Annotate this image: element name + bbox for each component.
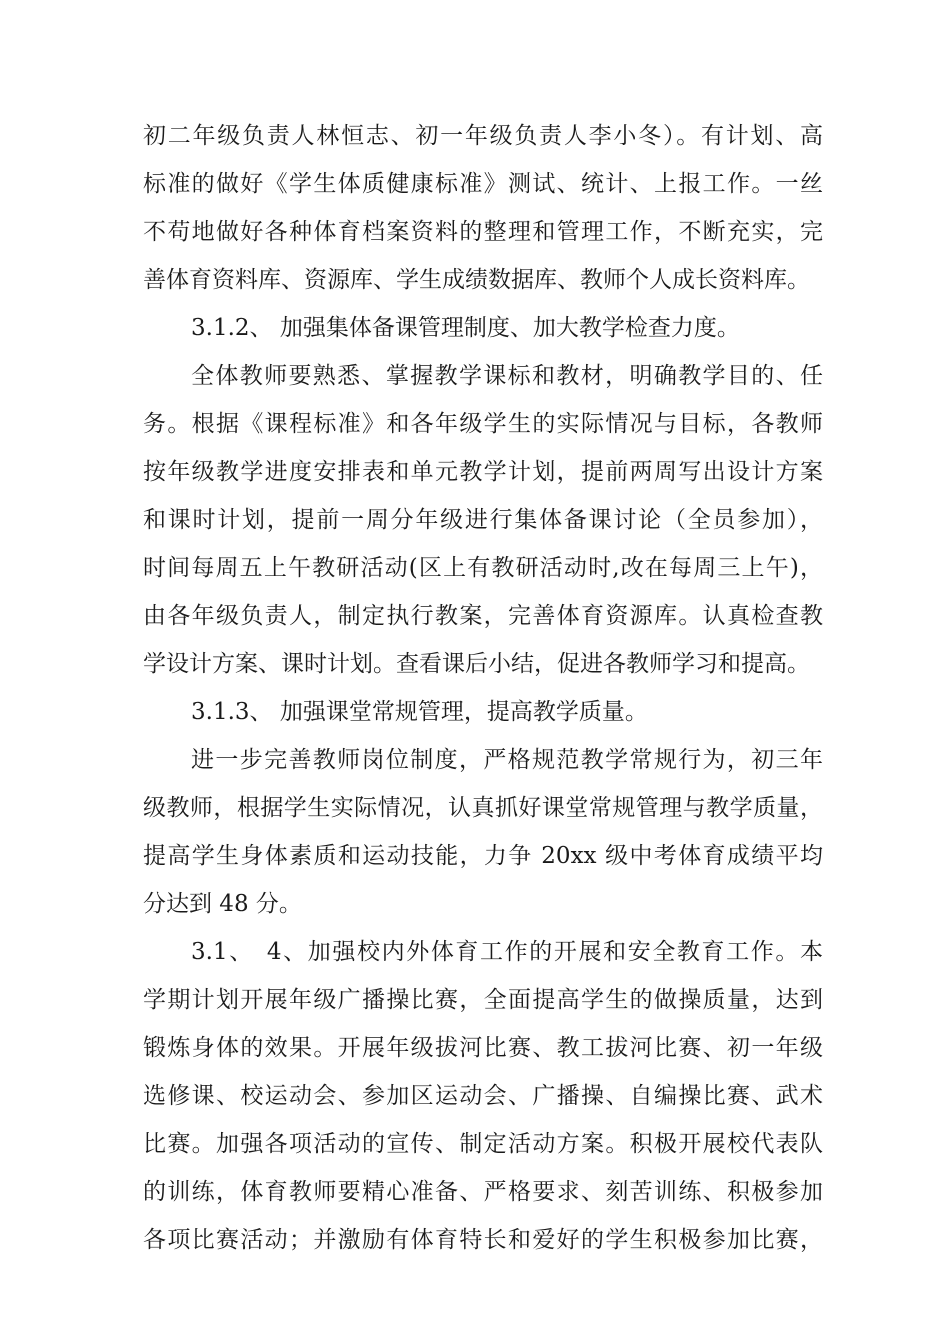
text-line: 各项比赛活动；并激励有体育特长和爱好的学生积极参加比赛，	[143, 1227, 823, 1253]
text-line: 和课时计划，提前一周分年级进行集体备课讨论（全员参加），	[143, 507, 823, 533]
text-line: 选修课、校运动会、参加区运动会、广播操、自编操比赛、武术	[143, 1083, 823, 1109]
text-line: 初二年级负责人林恒志、初一年级负责人李小冬）。有计划、高	[143, 123, 823, 149]
text-line: 提高学生身体素质和运动技能，力争 20xx 级中考体育成绩平均	[143, 843, 823, 869]
text-line: 不苟地做好各种体育档案资料的整理和管理工作，不断充实，完	[143, 219, 823, 245]
text-line: 时间每周五上午教研活动(区上有教研活动时,改在每周三上午)，	[143, 555, 823, 581]
text-line: 锻炼身体的效果。开展年级拔河比赛、教工拔河比赛、初一年级	[143, 1035, 823, 1061]
section-heading: 3.1.2、 加强集体备课管理制度、加大教学检查力度。	[191, 315, 740, 341]
text-line: 全体教师要熟悉、掌握教学课标和教材，明确教学目的、任	[191, 363, 823, 389]
text-line: 3.1、 4、加强校内外体育工作的开展和安全教育工作。本	[191, 939, 823, 965]
text-line: 进一步完善教师岗位制度，严格规范教学常规行为，初三年	[191, 747, 823, 773]
text-line: 按年级教学进度安排表和单元教学计划，提前两周写出设计方案	[143, 459, 823, 485]
text-line: 学设计方案、课时计划。查看课后小结，促进各教师学习和提高。	[143, 651, 810, 677]
text-line: 务。根据《课程标准》和各年级学生的实际情况与目标，各教师	[143, 411, 823, 437]
text-line: 比赛。加强各项活动的宣传、制定活动方案。积极开展校代表队	[143, 1131, 823, 1157]
text-line: 级教师，根据学生实际情况，认真抓好课堂常规管理与教学质量，	[143, 795, 823, 821]
text-line: 分达到 48 分。	[143, 891, 302, 917]
text-line: 由各年级负责人，制定执行教案，完善体育资源库。认真检查教	[143, 603, 823, 629]
section-heading: 3.1.3、 加强课堂常规管理，提高教学质量。	[191, 699, 648, 725]
text-line: 学期计划开展年级广播操比赛，全面提高学生的做操质量，达到	[143, 987, 823, 1013]
text-line: 标准的做好《学生体质健康标准》测试、统计、上报工作。一丝	[143, 171, 823, 197]
text-line: 善体育资料库、资源库、学生成绩数据库、教师个人成长资料库。	[143, 267, 810, 293]
text-line: 的训练，体育教师要精心准备、严格要求、刻苦训练、积极参加	[143, 1179, 823, 1205]
